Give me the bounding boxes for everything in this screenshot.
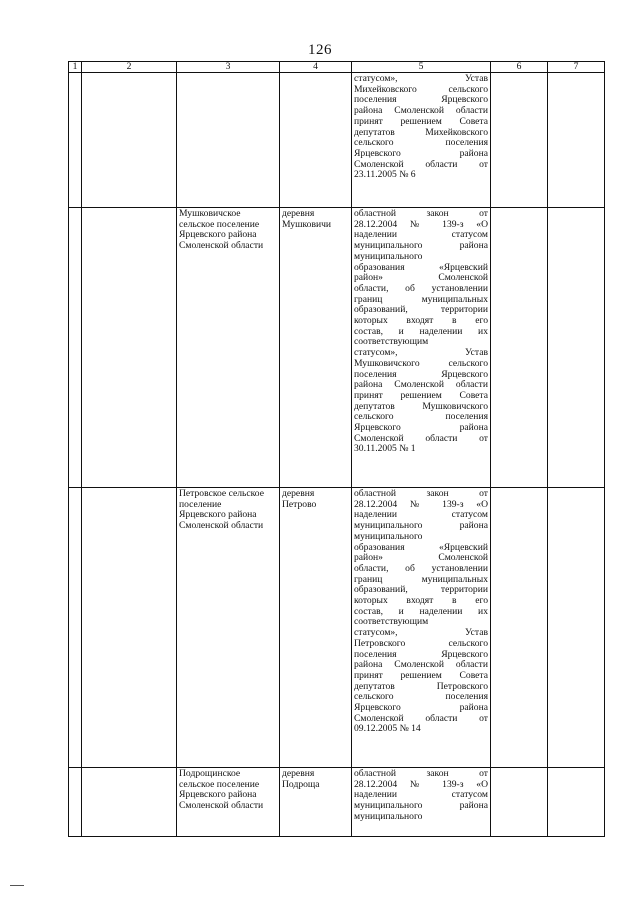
column-6-cell <box>491 73 548 208</box>
column-7-cell <box>548 488 605 768</box>
legal-basis-cell <box>352 488 491 768</box>
settlement-name-cell-line: Смоленской области <box>179 800 264 812</box>
table-row <box>69 768 605 837</box>
settlement-name-cell-line: сельское поселение <box>179 778 260 790</box>
administrative-center-cell <box>280 208 352 488</box>
settlement-name-cell <box>177 768 280 837</box>
legal-basis-cell-line: области, об установлении <box>354 562 488 574</box>
legal-basis-cell-line: Смоленской области от <box>354 712 488 724</box>
legal-basis-cell-line: соответствующим <box>354 336 429 348</box>
legal-basis-cell-line: поселения Ярцевского <box>354 648 488 660</box>
legal-basis-cell-line: которых входят в его <box>354 595 488 607</box>
settlement-name-cell <box>177 488 280 768</box>
administrative-center-cell <box>280 768 352 837</box>
settlements-table <box>68 61 605 837</box>
legal-basis-cell-line: статусом», Устав <box>354 73 488 84</box>
legal-basis-cell-line: Петровского сельского <box>354 637 488 649</box>
legal-basis-cell-line: областной закон от <box>354 208 488 219</box>
settlement-name-cell-line: сельское поселение <box>179 218 260 230</box>
legal-basis-cell-line: границ муниципальных <box>354 293 488 305</box>
legal-basis-cell-line: принят решением Совета <box>354 389 488 401</box>
table-row <box>69 488 605 768</box>
district-cell <box>82 488 177 768</box>
table-row <box>69 73 605 208</box>
legal-basis-cell-line: сельского поселения <box>354 137 488 149</box>
legal-basis-cell-line: муниципального <box>354 810 423 822</box>
legal-basis-cell-line: депутатов Михейковского <box>354 126 488 138</box>
settlement-name-cell-line: Петровское сельское <box>179 488 264 499</box>
col-header-3: 3 <box>177 62 280 73</box>
settlement-name-cell <box>177 208 280 488</box>
row-number-cell <box>69 73 82 208</box>
row-number-cell <box>69 488 82 768</box>
district-cell <box>82 768 177 837</box>
administrative-center-cell-line: Петрово <box>282 498 317 510</box>
row-number-cell <box>69 768 82 837</box>
legal-basis-cell-line: район» Смоленской <box>354 272 488 284</box>
legal-basis-cell-line: район» Смоленской <box>354 552 488 564</box>
administrative-center-cell-line: деревня <box>282 208 315 219</box>
header-row <box>69 62 605 73</box>
settlement-name-cell-line: Ярцевского района <box>179 509 257 521</box>
legal-basis-cell-line: депутатов Петровского <box>354 680 488 692</box>
col-header-4: 4 <box>280 62 352 73</box>
settlement-name-cell-line: Мушковичское <box>179 208 241 219</box>
legal-basis-cell-line: Мушковичского сельского <box>354 357 488 369</box>
legal-basis-cell-line: муниципального района <box>354 800 488 812</box>
settlement-name-cell-line: Ярцевского района <box>179 789 257 801</box>
legal-basis-cell-line: муниципального <box>354 530 423 542</box>
col-header-7: 7 <box>548 62 605 73</box>
column-6-cell <box>491 768 548 837</box>
administrative-center-cell-line: деревня <box>282 488 315 499</box>
legal-basis-cell-line: Михейковского сельского <box>354 83 488 95</box>
settlement-name-cell-line: поселение <box>179 498 222 510</box>
legal-basis-cell-line: принят решением Совета <box>354 115 488 127</box>
legal-basis-cell-line: 23.11.2005 № 6 <box>354 169 416 181</box>
legal-basis-cell-line: района Смоленской области <box>354 105 488 117</box>
legal-basis-cell-line: образования «Ярцевский <box>354 541 488 553</box>
legal-basis-cell-line: соответствующим <box>354 616 429 628</box>
legal-basis-cell-line: наделении статусом <box>354 509 488 521</box>
legal-basis-cell-line: статусом», Устав <box>354 627 488 639</box>
legal-basis-cell-line: 30.11.2005 № 1 <box>354 443 416 455</box>
settlement-name-cell-line: Смоленской области <box>179 240 264 252</box>
legal-basis-cell-line: образований, территории <box>354 304 488 316</box>
legal-basis-cell-line: Ярцевского района <box>354 147 488 159</box>
legal-basis-cell-line: областной закон от <box>354 488 488 499</box>
col-header-5: 5 <box>352 62 491 73</box>
district-cell <box>82 208 177 488</box>
legal-basis-cell-line: Смоленской области от <box>354 432 488 444</box>
legal-basis-cell-line: образования «Ярцевский <box>354 261 488 273</box>
legal-basis-cell-line: депутатов Мушковичского <box>354 400 488 412</box>
legal-basis-cell-line: областной закон от <box>354 768 488 779</box>
legal-basis-cell-line: поселения Ярцевского <box>354 368 488 380</box>
legal-basis-cell-line: которых входят в его <box>354 315 488 327</box>
legal-basis-cell-line: Смоленской области от <box>354 158 488 170</box>
legal-basis-cell-line: состав, и наделении их <box>354 325 488 337</box>
administrative-center-cell-line: Мушковичи <box>282 218 332 230</box>
column-7-cell <box>548 73 605 208</box>
legal-basis-cell <box>352 73 491 208</box>
administrative-center-cell-line: деревня <box>282 768 315 779</box>
legal-basis-cell-line: муниципального <box>354 250 423 262</box>
column-7-cell <box>548 208 605 488</box>
legal-basis-cell-line: Ярцевского района <box>354 422 488 434</box>
legal-basis-cell-line: района Смоленской области <box>354 659 488 671</box>
legal-basis-cell-line: района Смоленской области <box>354 379 488 391</box>
legal-basis-cell-line: состав, и наделении их <box>354 605 488 617</box>
legal-basis-cell-line: статусом», Устав <box>354 347 488 359</box>
legal-basis-cell-line: образований, территории <box>354 584 488 596</box>
col-header-6: 6 <box>491 62 548 73</box>
legal-basis-cell-line: 28.12.2004 № 139-з «О <box>354 778 488 790</box>
settlement-name-cell-line: Ярцевского района <box>179 229 257 241</box>
legal-basis-cell-line: границ муниципальных <box>354 573 488 585</box>
legal-basis-cell-line: 28.12.2004 № 139-з «О <box>354 498 488 510</box>
legal-basis-cell-line: наделении статусом <box>354 229 488 241</box>
settlement-name-cell-line: Смоленской области <box>179 520 264 532</box>
column-6-cell <box>491 488 548 768</box>
legal-basis-cell-line: принят решением Совета <box>354 669 488 681</box>
col-header-2: 2 <box>82 62 177 73</box>
legal-basis-cell-line: 28.12.2004 № 139-з «О <box>354 218 488 230</box>
legal-basis-cell-line: области, об установлении <box>354 282 488 294</box>
legal-basis-cell-line: Ярцевского района <box>354 702 488 714</box>
legal-basis-cell-line: сельского поселения <box>354 691 488 703</box>
administrative-center-cell <box>280 488 352 768</box>
col-header-1: 1 <box>69 62 82 73</box>
settlement-name-cell <box>177 73 280 208</box>
page-number: 126 <box>308 42 332 58</box>
row-number-cell <box>69 208 82 488</box>
legal-basis-cell <box>352 768 491 837</box>
footer-rule <box>10 885 24 886</box>
administrative-center-cell <box>280 73 352 208</box>
column-6-cell <box>491 208 548 488</box>
legal-basis-cell <box>352 208 491 488</box>
settlement-name-cell-line: Подрощинское <box>179 768 241 779</box>
column-7-cell <box>548 768 605 837</box>
legal-basis-cell-line: 09.12.2005 № 14 <box>354 723 421 735</box>
legal-basis-cell-line: муниципального района <box>354 240 488 252</box>
legal-basis-cell-line: поселения Ярцевского <box>354 94 488 106</box>
legal-basis-cell-line: наделении статусом <box>354 789 488 801</box>
district-cell <box>82 73 177 208</box>
table-row <box>69 208 605 488</box>
legal-basis-cell-line: сельского поселения <box>354 411 488 423</box>
administrative-center-cell-line: Подроща <box>282 778 320 790</box>
legal-basis-cell-line: муниципального района <box>354 520 488 532</box>
